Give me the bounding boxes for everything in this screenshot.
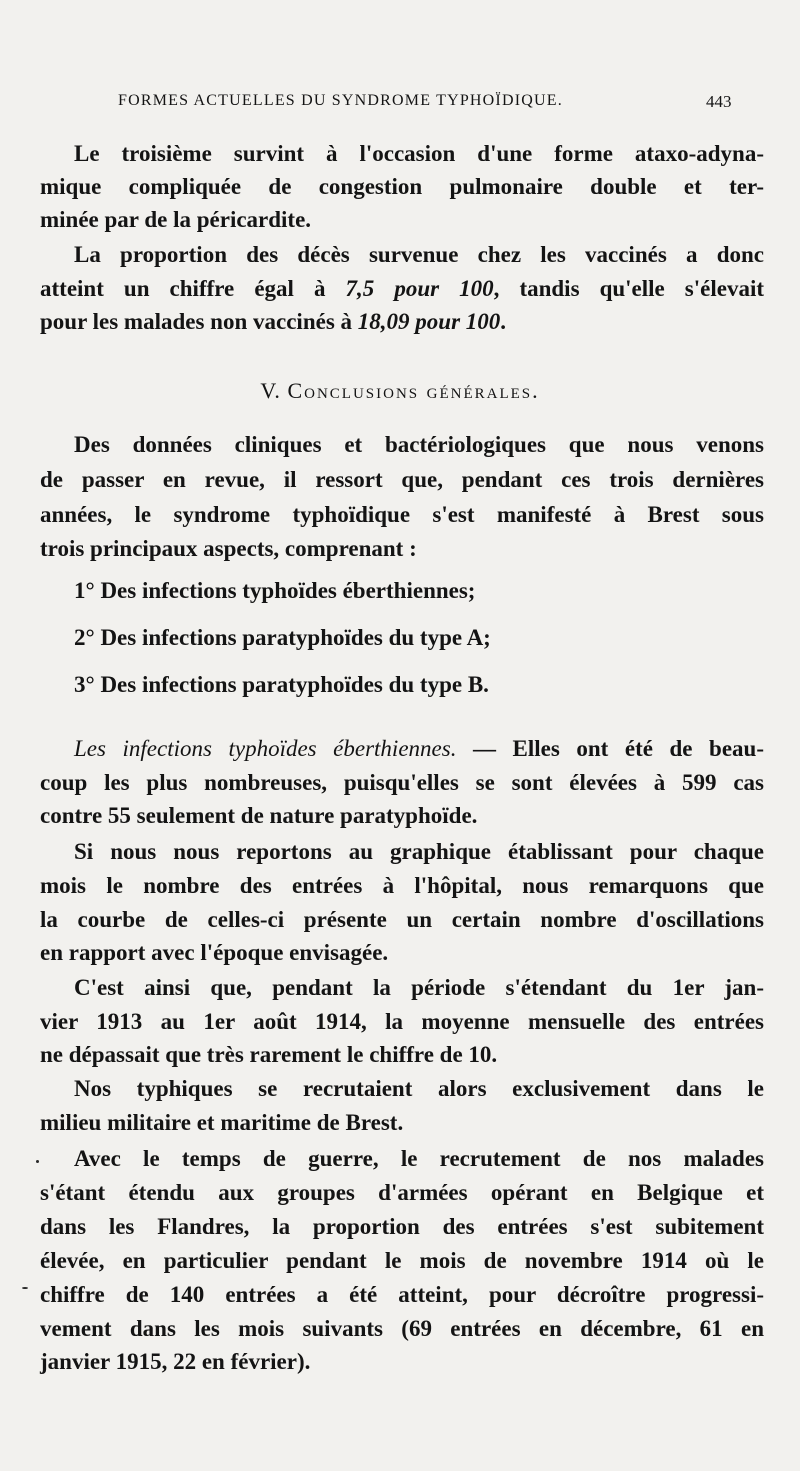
para2-line-3-post: . — [500, 309, 507, 334]
scan-speck — [36, 1160, 39, 1163]
para2-line-3 — [40, 307, 764, 337]
para5-line-4: en rapport avec l'époque envisagée. — [40, 940, 389, 965]
vaccinated-death-rate: 7,5 pour 100 — [345, 276, 494, 301]
para5-line-1: Si nous nous reportons au graphique établissant pour chaque — [74, 839, 764, 864]
para8-line-2: s'étant étendu aux groupes d'armées opérant en Belgique et — [40, 1180, 764, 1205]
list-item-3: 3° Des infections paratyphoïdes du type B. — [74, 672, 489, 697]
para2-line-1: La proportion des décès survenue chez les vaccinés a donc — [74, 242, 764, 267]
para4-italic-lead: Les infections typhoïdes éberthiennes. — [74, 736, 457, 761]
list-item-2: 2° Des infections paratyphoïdes du type A; — [74, 625, 491, 650]
para5-line-2: mois le nombre des entrées à l'hôpital, nous remarquons que — [40, 873, 764, 898]
para2-line-3-pre: pour les malades non vaccinés à — [40, 309, 358, 334]
para2-line-2-pre: atteint un chiffre égal à — [40, 276, 346, 301]
section-number: V. — [260, 378, 281, 403]
para1-line-1: Le troisième survint à l'occasion d'une forme ataxo-adyna- — [74, 141, 764, 166]
para7-line-2: milieu militaire et maritime de Brest. — [40, 1110, 404, 1135]
para6-line-1: C'est ainsi que, pendant la période s'étendant du 1er jan- — [74, 975, 764, 1000]
para5-line-3: la courbe de celles-ci présente un certain nombre d'oscillations — [40, 907, 764, 932]
para3-line-1: Des données cliniques et bactériologiques que nous venons — [74, 432, 764, 457]
para4-line-2: coup les plus nombreuses, puisqu'elles se sont élevées à 599 cas — [40, 770, 764, 795]
para1-line-2: mique compliquée de congestion pulmonaire double et ter- — [40, 174, 764, 199]
para6-line-2: vier 1913 au 1er août 1914, la moyenne mensuelle des entrées — [40, 1009, 764, 1034]
para4-line-1-post: — Elles ont été de beau- — [456, 736, 765, 761]
unvaccinated-death-rate: 18,09 pour 100 — [357, 309, 501, 334]
para4-line-3: contre 55 seulement de nature paratyphoïde. — [40, 803, 478, 828]
para3-line-4: trois principaux aspects, comprenant : — [40, 536, 417, 561]
para1-line-3: minée par de la péricardite. — [40, 207, 312, 232]
running-head — [0, 90, 800, 120]
page-number: 443 — [706, 92, 732, 111]
para2-line-2 — [40, 274, 764, 304]
para8-line-6: vement dans les mois suivants (69 entrées en décembre, 61 en — [40, 1316, 764, 1341]
para3-line-3: années, le syndrome typhoïdique s'est manifesté à Brest sous — [40, 502, 764, 527]
para8-line-7: janvier 1915, 22 en février). — [40, 1349, 311, 1374]
para8-line-3: dans les Flandres, la proportion des entrées s'est subitement — [40, 1214, 764, 1239]
list-item-1: 1° Des infections typhoïdes éberthiennes; — [74, 578, 476, 603]
para4-line-1 — [40, 734, 764, 764]
para2-line-2-post: , tandis qu'elle s'élevait — [493, 276, 765, 301]
para7-line-1: Nos typhiques se recrutaient alors exclusivement dans le — [74, 1076, 764, 1101]
para8-line-5: chiffre de 140 entrées a été atteint, pour décroître progressi- — [40, 1282, 764, 1307]
para8-line-1: Avec le temps de guerre, le recrutement de nos malades — [74, 1146, 764, 1171]
running-head-title: FORMES ACTUELLES DU SYNDROME TYPHOÏDIQUE. — [118, 92, 563, 109]
section-heading — [0, 378, 800, 404]
para3-line-2: de passer en revue, il ressort que, pendant ces trois dernières — [40, 467, 764, 492]
section-title: Conclusions générales. — [287, 378, 540, 403]
scan-speck — [22, 1287, 28, 1289]
para8-line-4: élevée, en particulier pendant le mois de novembre 1914 où le — [40, 1248, 764, 1273]
para6-line-3: ne dépassait que très rarement le chiffre de 10. — [40, 1042, 498, 1067]
